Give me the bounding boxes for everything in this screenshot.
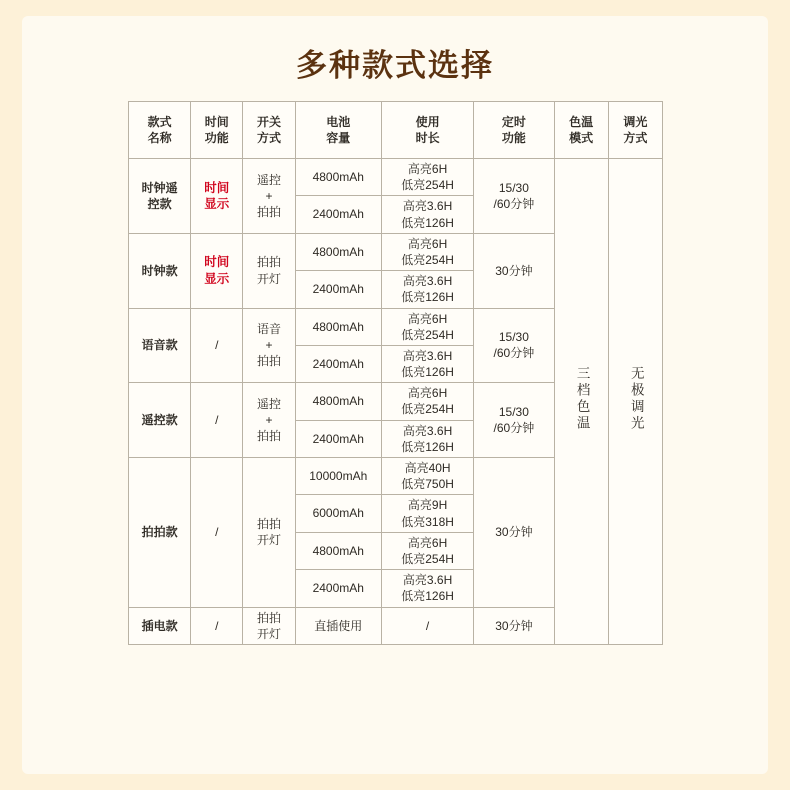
cell-battery-capacity: 4800mAh xyxy=(295,233,381,270)
cell-usage-time: 高亮3.6H 低亮126H xyxy=(381,420,473,457)
cell-battery-capacity: 2400mAh xyxy=(295,271,381,308)
cell-timer-function: 15/30 /60分钟 xyxy=(474,383,554,458)
cell-model-name: 时钟遥 控款 xyxy=(129,159,191,234)
cell-usage-time: 高亮9H 低亮318H xyxy=(381,495,473,532)
cell-time-function xyxy=(191,159,243,234)
column-header-timer: 定时 功能 xyxy=(474,102,554,159)
cell-color-temp xyxy=(554,159,608,645)
table-row xyxy=(129,159,663,196)
cell-switch-mode: 拍拍 开灯 xyxy=(243,607,295,644)
cell-usage-time: 高亮40H 低亮750H xyxy=(381,458,473,495)
cell-usage-time: 高亮6H 低亮254H xyxy=(381,159,473,196)
cell-battery-capacity: 4800mAh xyxy=(295,532,381,569)
cell-usage-time: / xyxy=(381,607,473,644)
cell-model-name: 遥控款 xyxy=(129,383,191,458)
cell-usage-time: 高亮3.6H 低亮126H xyxy=(381,196,473,233)
column-header-time-function: 时间 功能 xyxy=(191,102,243,159)
cell-battery-capacity: 4800mAh xyxy=(295,308,381,345)
cell-battery-capacity: 2400mAh xyxy=(295,570,381,607)
cell-usage-time: 高亮3.6H 低亮126H xyxy=(381,570,473,607)
cell-dimming xyxy=(608,159,662,645)
column-header-usage: 使用 时长 xyxy=(381,102,473,159)
cell-usage-time: 高亮6H 低亮254H xyxy=(381,233,473,270)
cell-battery-capacity: 4800mAh xyxy=(295,159,381,196)
spec-table xyxy=(128,101,663,645)
time-display-badge: 时间 显示 xyxy=(204,180,230,211)
cell-usage-time: 高亮6H 低亮254H xyxy=(381,383,473,420)
cell-model-name: 语音款 xyxy=(129,308,191,383)
cell-time-function: / xyxy=(191,308,243,383)
time-display-badge: 时间 显示 xyxy=(204,255,230,286)
cell-timer-function: 30分钟 xyxy=(474,458,554,608)
cell-time-function: / xyxy=(191,383,243,458)
cell-usage-time: 高亮3.6H 低亮126H xyxy=(381,271,473,308)
column-header-name: 款式 名称 xyxy=(129,102,191,159)
cell-switch-mode: 拍拍 开灯 xyxy=(243,458,295,608)
cell-timer-function: 15/30 /60分钟 xyxy=(474,308,554,383)
cell-switch-mode: 拍拍 开灯 xyxy=(243,233,295,308)
cell-model-name: 插电款 xyxy=(129,607,191,644)
cell-timer-function: 30分钟 xyxy=(474,233,554,308)
color-temp-value: 三档色温 xyxy=(574,366,590,433)
cell-time-function: / xyxy=(191,607,243,644)
cell-usage-time: 高亮6H 低亮254H xyxy=(381,308,473,345)
cell-switch-mode: 遥控 + 拍拍 xyxy=(243,383,295,458)
cell-switch-mode: 遥控 + 拍拍 xyxy=(243,159,295,234)
cell-timer-function: 30分钟 xyxy=(474,607,554,644)
cell-switch-mode: 语音 + 拍拍 xyxy=(243,308,295,383)
cell-time-function xyxy=(191,233,243,308)
cell-usage-time: 高亮6H 低亮254H xyxy=(381,532,473,569)
page-title: 多种款式选择 xyxy=(296,48,494,83)
column-header-switch-mode: 开关 方式 xyxy=(243,102,295,159)
cell-battery-capacity: 6000mAh xyxy=(295,495,381,532)
dimming-value: 无极调光 xyxy=(628,366,644,433)
cell-battery-capacity: 直插使用 xyxy=(295,607,381,644)
cell-time-function: / xyxy=(191,458,243,608)
cell-battery-capacity: 10000mAh xyxy=(295,458,381,495)
cell-battery-capacity: 2400mAh xyxy=(295,420,381,457)
table-header-row xyxy=(129,102,663,159)
spec-table-container xyxy=(128,101,663,645)
cell-usage-time: 高亮3.6H 低亮126H xyxy=(381,345,473,382)
cell-battery-capacity: 2400mAh xyxy=(295,345,381,382)
column-header-battery: 电池 容量 xyxy=(295,102,381,159)
column-header-color-temp: 色温 模式 xyxy=(554,102,608,159)
cell-model-name: 拍拍款 xyxy=(129,458,191,608)
cell-battery-capacity: 2400mAh xyxy=(295,196,381,233)
cell-battery-capacity: 4800mAh xyxy=(295,383,381,420)
cell-timer-function: 15/30 /60分钟 xyxy=(474,159,554,234)
cell-model-name: 时钟款 xyxy=(129,233,191,308)
column-header-dimming: 调光 方式 xyxy=(608,102,662,159)
